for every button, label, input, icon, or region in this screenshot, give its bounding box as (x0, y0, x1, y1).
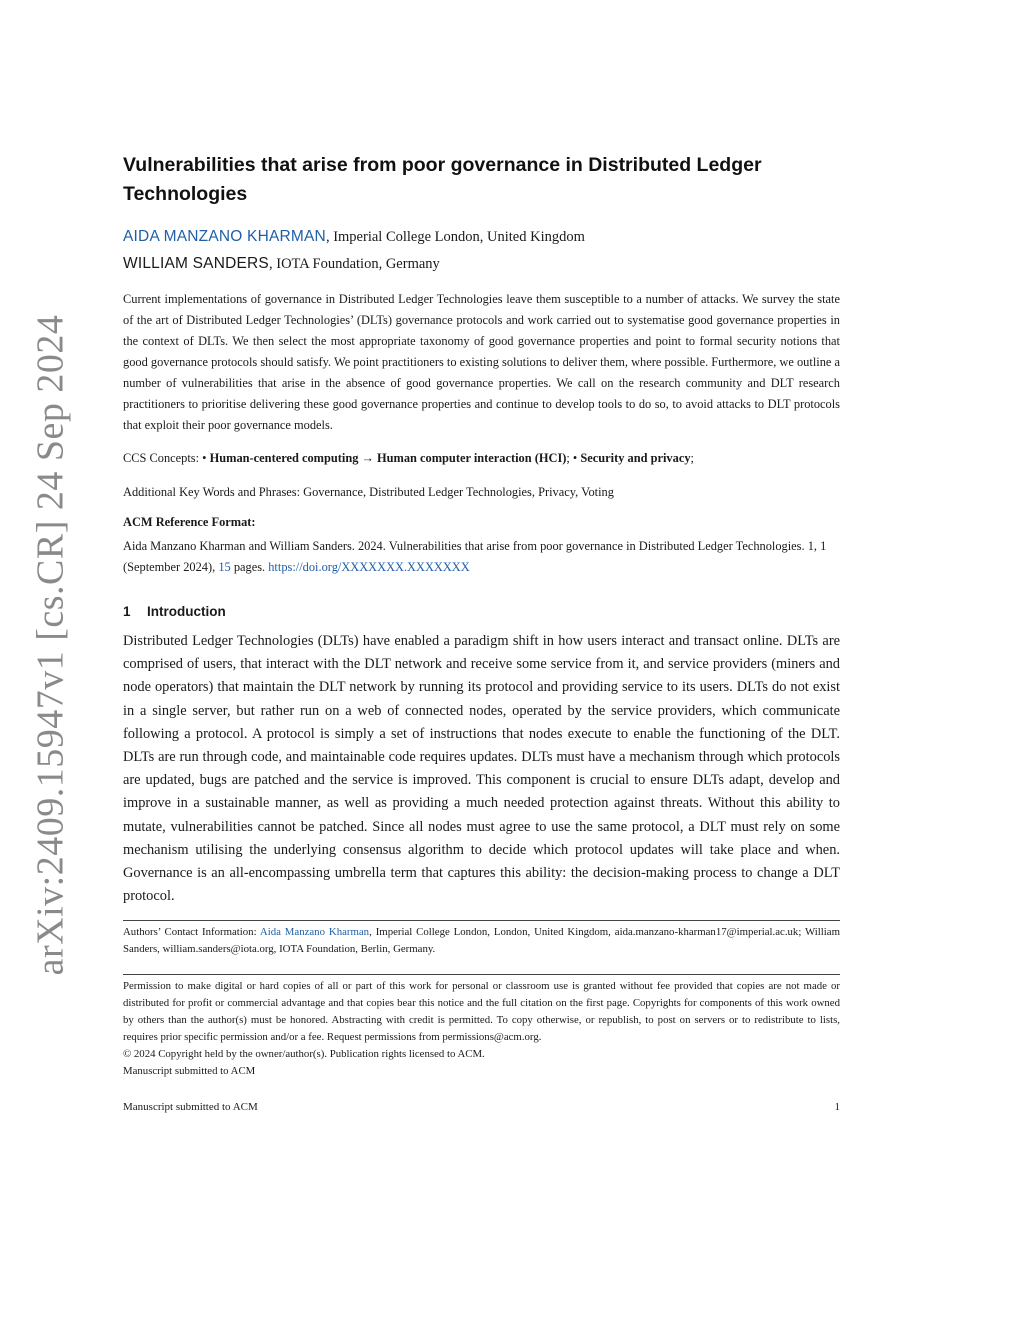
introduction-paragraph: Distributed Ledger Technologies (DLTs) have enabled a paradigm shift in how users interact and transact online. DLTs are comprised of users, that interact with the DLT network and receive some service from it, and service providers (miners and node operators) that maintain the DLT network by running its protocol and providing service to its users. DLTs do not exist in a single server, but rather run on a web of connected nodes, operated by the service providers, which communicate following a protocol. A protocol is simply a set of instructions that nodes execute to enable the functioning of the DLT. DLTs are run through code, and maintainable code requires updates. DLTs must have a mechanism through which protocols are updated, bugs are patched and the service is improved. This component is crucial to ensure DLTs adapt, develop and improve in a sustainable manner, as well as providing a much needed protection against threats. Without this ability to mutate, vulnerabilities cannot be patched. Since all nodes must agree to use the same protocol, a DLT must rely on some mechanism utilising the underlying consensus algorithm to decide which protocol updates will take place and when. Governance is an all-encompassing umbrella term that captures this ability: the decision-making process to change a DLT protocol. (123, 633, 840, 905)
ccs-concept-1: Human-centered computing → Human computer interaction (HCI) (209, 451, 567, 465)
section-number: 1 (123, 604, 131, 619)
paper-title: Vulnerabilities that arise from poor governance in Distributed Ledger Technologies (123, 154, 762, 205)
ccs-concepts (123, 448, 840, 468)
contact-prefix: Authors’ Contact Information: (123, 926, 260, 938)
arxiv-stamp-text: arXiv:2409.15947v1 [cs.CR] 24 Sep 2024 (29, 314, 72, 975)
acm-reference (123, 536, 840, 578)
doi-link[interactable]: https://doi.org/XXXXXXX.XXXXXXX (268, 560, 470, 574)
author-2 (123, 255, 440, 273)
ccs-end: ; (690, 451, 694, 465)
permission-notice: Permission to make digital or hard copies of all or part of this work for personal or classroom use is granted without fee provided that copies are not made or distributed for profit or commercial advantage and that copies bear this notice and the full citation on the first page. Copyrights for components of this work owned by others than the author(s) must be honored. Abstracting with credit is permitted. To copy otherwise, or republish, to post on servers or to redistribute to lists, requires prior specific permission and/or a fee. Request permissions from permissions@acm.org. (123, 980, 840, 1043)
ccs-label: CCS Concepts: • (123, 451, 210, 465)
copyright-notice: © 2024 Copyright held by the owner/author(s). Publication rights licensed to ACM. (123, 1048, 485, 1060)
author-2-affiliation: , IOTA Foundation, Germany (268, 256, 440, 272)
contact-author-link[interactable]: Aida Manzano Kharman (259, 926, 370, 938)
author-1 (123, 228, 585, 246)
contact-information (123, 924, 840, 958)
footer-left: Manuscript submitted to ACM (123, 1101, 258, 1113)
page-number: 1 (834, 1101, 840, 1113)
acm-reference-text: Aida Manzano Kharman and William Sanders. 2024. Vulnerabilities that arise from poor governance in Distributed Ledger Technologies. 1, 1 (September 2024), (123, 539, 827, 574)
section-heading (123, 604, 226, 619)
arxiv-stamp (28, 314, 72, 975)
section-title: Introduction (147, 604, 226, 619)
pages-word: pages. (230, 560, 269, 574)
pages-link[interactable]: 15 (218, 560, 231, 574)
author-2-name: WILLIAM SANDERS (123, 255, 269, 272)
ccs-separator: ; • (566, 451, 581, 465)
keywords: Additional Key Words and Phrases: Governance, Distributed Ledger Technologies, Privacy, Voting (123, 485, 614, 499)
author-1-name[interactable]: AIDA MANZANO KHARMAN (123, 228, 326, 245)
contact-rest: , Imperial College London, London, United Kingdom, aida.manzano-kharman17@imperial.ac.uk; William Sanders, william.sanders@iota.org, IOTA Foundation, Berlin, Germany. (123, 926, 840, 955)
manuscript-note: Manuscript submitted to ACM (123, 1065, 256, 1077)
footnote-divider (123, 920, 840, 921)
author-1-affiliation: , Imperial College London, United Kingdom (325, 229, 585, 245)
acm-reference-heading: ACM Reference Format: (123, 515, 256, 529)
permission-divider (123, 974, 840, 975)
abstract: Current implementations of governance in Distributed Ledger Technologies leave them susceptible to a number of attacks. We survey the state of the art of Distributed Ledger Technologies’ (DLTs) governance protocols and work carried out to systematise good governance properties in the context of DLTs. We then select the most appropriate taxonomy of good governance properties and point to formal security notions that good governance protocols should satisfy. We point practitioners to existing solutions to deliver them, where possible. Furthermore, we outline a number of vulnerabilities that arise in the absence of good governance properties. We call on the research community and DLT research practitioners to prioritise delivering these good governance properties and continue to develop tools to do so, to avoid attacks to DLT protocols that exploit their poor governance models. (123, 292, 840, 432)
ccs-concept-2: Security and privacy (580, 451, 691, 465)
